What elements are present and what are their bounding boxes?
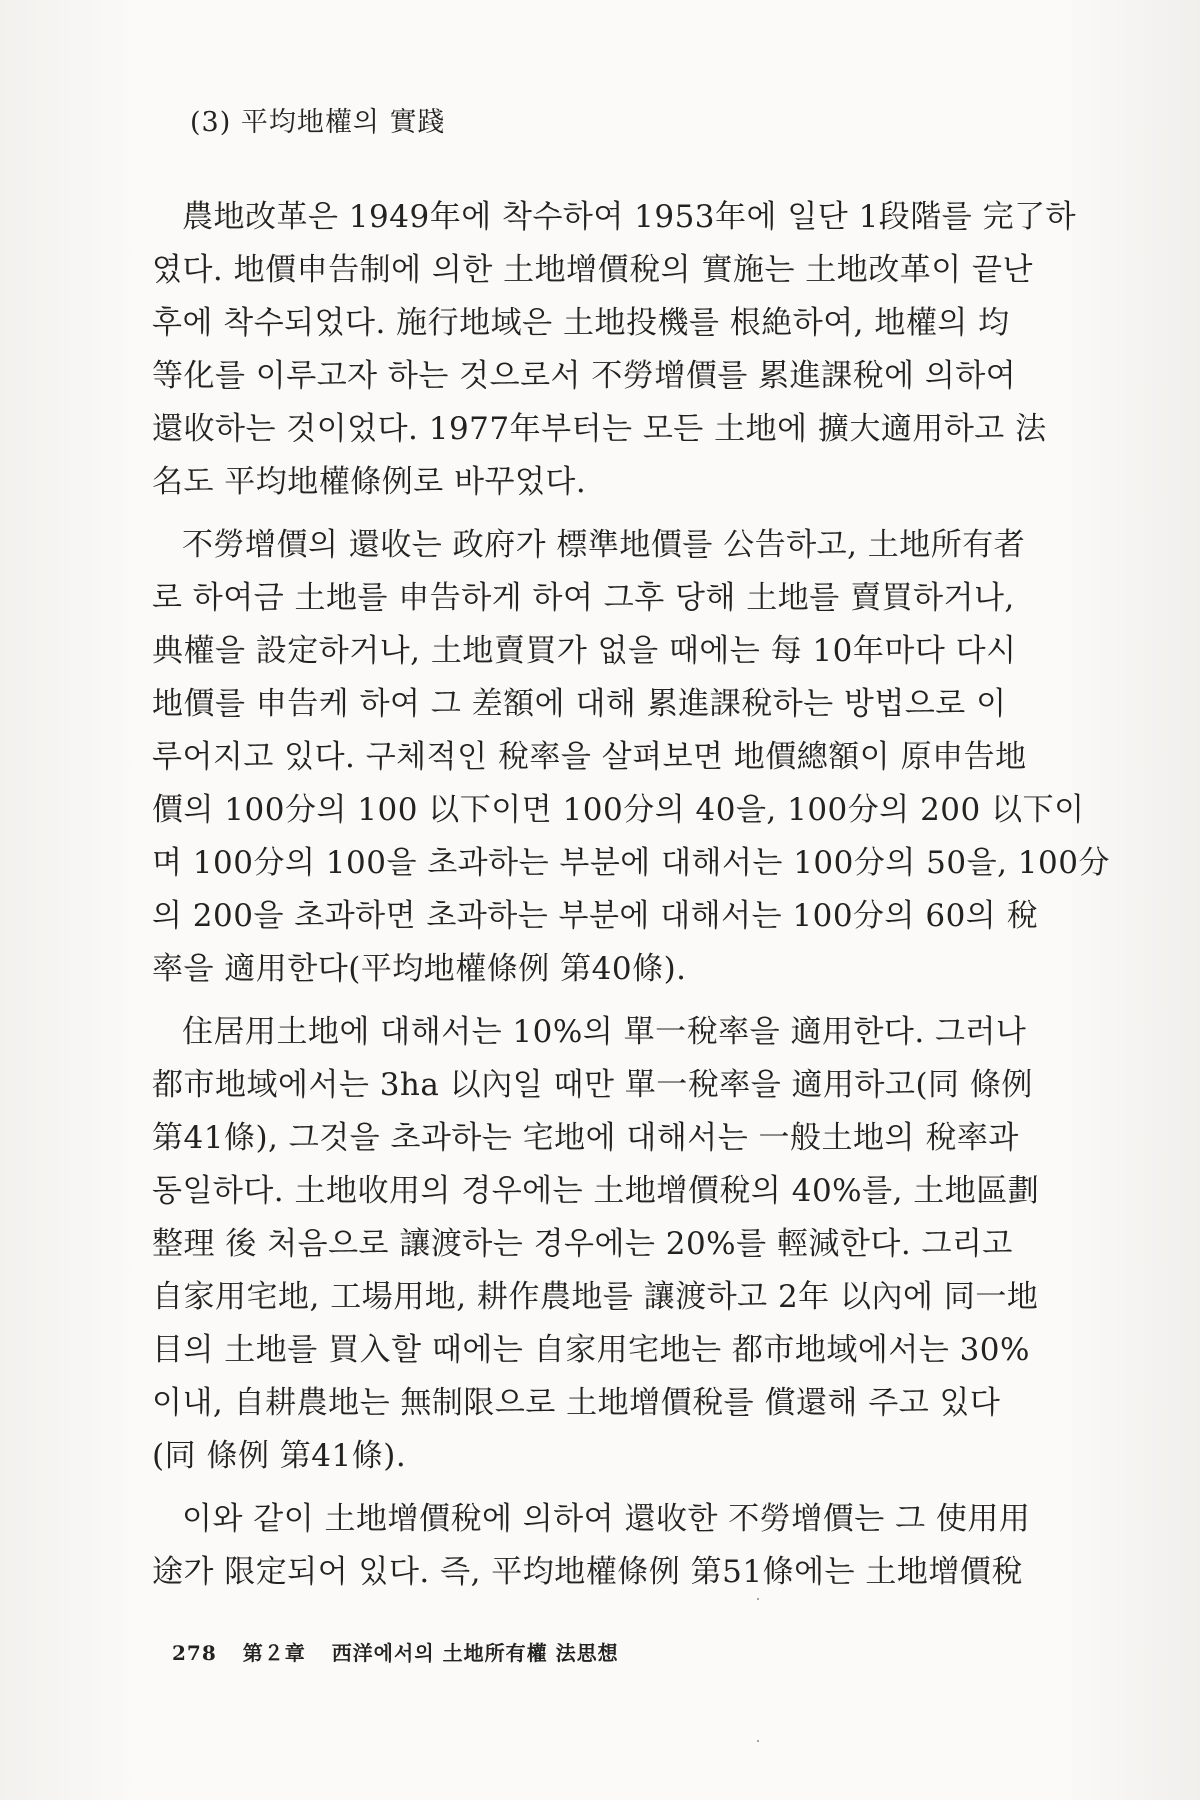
text-line: 住居用土地에 대해서는 10%의 單一稅率을 適用한다. 그러나 [182, 1014, 1027, 1050]
text-line: 途가 限定되어 있다. 즉, 平均地權條例 第51條에는 土地增價稅 [152, 1554, 1023, 1590]
text-line: 의 200을 초과하면 초과하는 부분에 대해서는 100分의 60의 稅 [152, 898, 1039, 934]
page-number: 278 [172, 1641, 217, 1665]
text-line: 等化를 이루고자 하는 것으로서 不勞增價를 累進課稅에 의하여 [152, 358, 1017, 394]
text-line: 였다. 地價申告制에 의한 土地增價稅의 實施는 土地改革이 끝난 [152, 252, 1033, 288]
text-line: 第41條), 그것을 초과하는 宅地에 대해서는 一般土地의 稅率과 [152, 1120, 1019, 1156]
text-line: 名도 平均地權條例로 바꾸었다. [152, 464, 587, 500]
text-line: (同 條例 第41條). [152, 1438, 407, 1474]
text-line: 이와 같이 土地增價稅에 의하여 還收한 不勞增價는 그 使用用 [182, 1501, 1031, 1537]
body-text [152, 100, 1110, 1609]
text-line: 率을 適用한다(平均地權條例 第40條). [152, 951, 687, 987]
text-line: 루어지고 있다. 구체적인 稅率을 살펴보면 地價總額이 原申告地 [152, 739, 1027, 775]
scan-speck [757, 1598, 759, 1600]
page-footer [172, 1637, 637, 1666]
text-line: 이내, 自耕農地는 無制限으로 土地增價稅를 償還해 주고 있다 [152, 1385, 1001, 1421]
text-line: 整理 後 처음으로 讓渡하는 경우에는 20%를 輕減한다. 그리고 [152, 1226, 1013, 1262]
text-line: 동일하다. 土地收用의 경우에는 土地增價稅의 40%를, 土地區劃 [152, 1173, 1040, 1209]
text-line: 都市地域에서는 3ha 以內일 때만 單一稅率을 適用하고(同 條例 [152, 1067, 1033, 1103]
text-line: 農地改革은 1949年에 착수하여 1953年에 일단 1段階를 完了하 [182, 199, 1077, 235]
section-heading: (3) 平均地權의 實踐 [190, 107, 446, 138]
paragraph-3 [152, 1006, 1040, 1483]
text-line: 還收하는 것이었다. 1977年부터는 모든 土地에 擴大適用하고 法 [152, 411, 1047, 447]
paragraph-2 [152, 519, 1110, 996]
text-line: 典權을 設定하거나, 土地賣買가 없을 때에는 每 10年마다 다시 [152, 633, 1017, 669]
text-line: 地價를 申告케 하여 그 差額에 대해 累進課稅하는 방법으로 이 [152, 686, 1007, 722]
chapter-label: 第２章 [242, 1641, 306, 1665]
text-line: 로 하여금 土地를 申告하게 하여 그후 당해 土地를 賣買하거나, [152, 580, 1015, 616]
paragraph-4 [152, 1493, 1031, 1599]
paragraph-1 [152, 191, 1077, 509]
text-line: 후에 착수되었다. 施行地域은 土地投機를 根絶하여, 地權의 均 [152, 305, 1010, 341]
scan-speck [757, 1740, 759, 1742]
text-line: 目의 土地를 買入할 때에는 自家用宅地는 都市地域에서는 30% [152, 1332, 1030, 1368]
text-line: 며 100分의 100을 초과하는 부분에 대해서는 100分의 50을, 100分 [152, 845, 1110, 881]
chapter-title: 西洋에서의 土地所有權 法思想 [331, 1641, 619, 1665]
text-line: 價의 100分의 100 以下이면 100分의 40을, 100分의 200 以下이 [152, 792, 1085, 828]
text-line: 不勞增價의 還收는 政府가 標準地價를 公告하고, 土地所有者 [182, 527, 1026, 563]
text-line: 自家用宅地, 工場用地, 耕作農地를 讓渡하고 2年 以內에 同一地 [152, 1279, 1039, 1315]
